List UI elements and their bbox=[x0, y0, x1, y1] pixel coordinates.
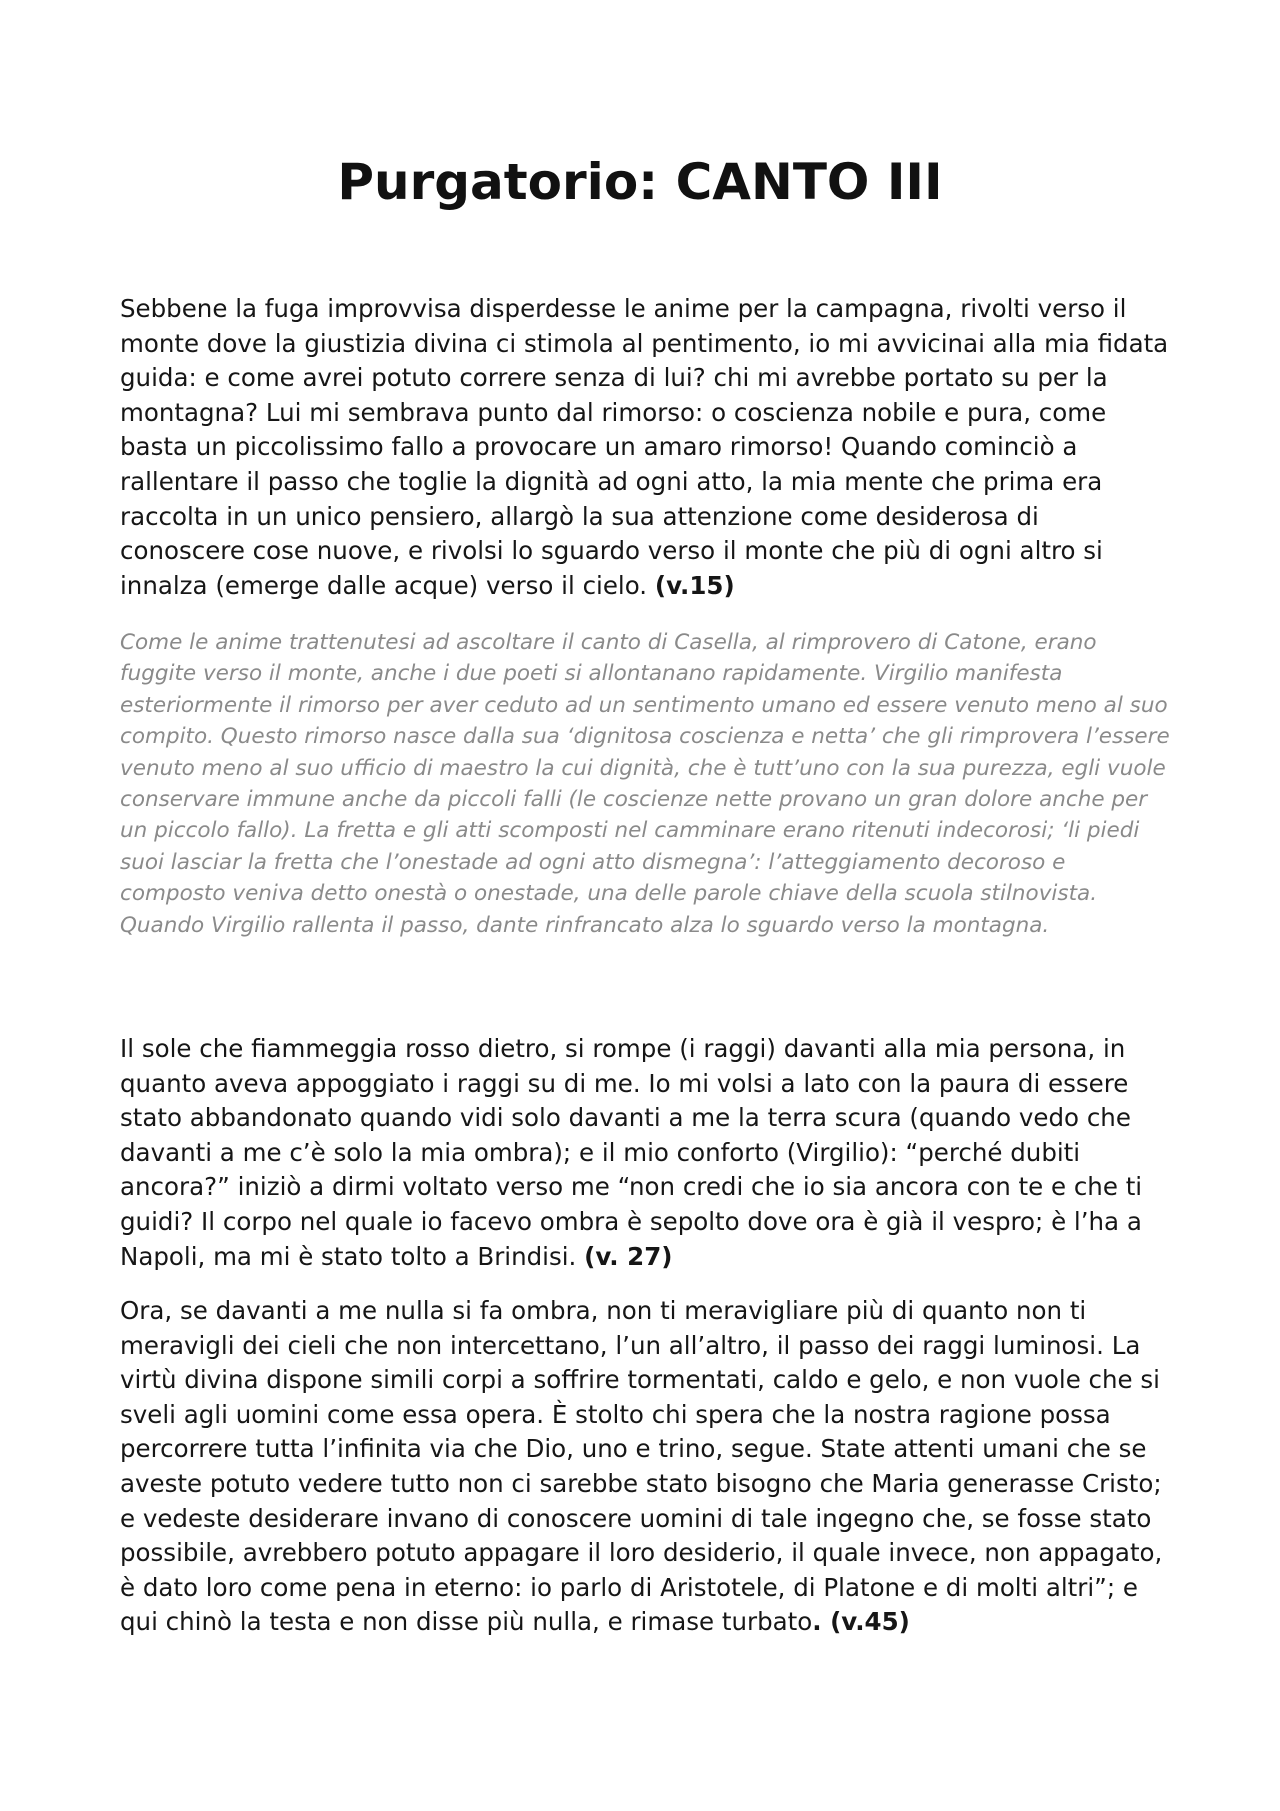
paragraph-2-text: Il sole che fiammeggia rosso dietro, si rompe (i raggi) davanti alla mia persona, in quanto aveva appoggiato i raggi su di me. Io mi volsi a lato con la paura di essere stato abbandonato quando vidi solo davanti a me la terra scura (quando vedo che davanti a me c’è solo la mia ombra); e il mio conforto (Virgilio): “perché dubiti ancora?” iniziò a dirmi voltato verso me “non credi che io sia ancora con te e che ti guidi? Il corpo nel quale io facevo ombra è sepolto dove ora è già il vespro; è l’ha a Napoli, ma mi è stato tolto a Brindisi. bbox=[120, 1034, 1143, 1271]
paragraph-1 bbox=[120, 292, 1170, 603]
page-title: Purgatorio: CANTO III bbox=[337, 153, 943, 211]
paragraph-3-text: Ora, se davanti a me nulla si fa ombra, non ti meravigliare più di quanto non ti meravigli dei cieli che non intercettano, l’un all’altro, il passo dei raggi luminosi. La virtù divina dispone simili corpi a soffrire tormentati, caldo e gelo, e non vuole che si sveli agli uomini come essa opera. È stolto chi spera che la nostra ragione possa percorrere tutta l’infinita via che Dio, uno e trino, segue. State attenti umani che se aveste potuto vedere tutto non ci sarebbe stato bisogno che Maria generasse Cristo; e vedeste desiderare invano di conoscere uomini di tale ingegno che, se fosse stato possibile, avrebbero potuto appagare il loro desiderio, il quale invece, non appagato, è dato loro come pena in eterno: io parlo di Aristotele, di Platone e di molti altri”; e qui chinò la testa e non disse più nulla, e rimase turbato bbox=[120, 1296, 1163, 1637]
verse-reference-15: (v.15) bbox=[654, 570, 735, 600]
commentary-note-text-2: Quando Virgilio rallenta il passo, dante rinfrancato alza lo sguardo verso la montagna. bbox=[120, 912, 1050, 938]
paragraph-2 bbox=[120, 1032, 1170, 1274]
paragraph-3 bbox=[120, 1294, 1170, 1640]
verse-reference-27: (v. 27) bbox=[584, 1241, 673, 1271]
commentary-note bbox=[120, 627, 1170, 941]
commentary-note-text: Come le anime trattenutesi ad ascoltare il canto di Casella, al rimprovero di Catone, erano fuggite verso il monte, anche i due poeti si allontanano rapidamente. Virgilio manifesta esteriormente il rimorso per aver ceduto ad un sentimento umano ed essere venuto meno al suo compito. Questo rimorso nasce dalla sua ‘dignitosa coscienza e netta’ che gli rimprovera l’essere venuto meno al suo ufficio di maestro la cui dignità, che è tutt’uno con la sua purezza, egli vuole conservare immune anche da piccoli falli (le coscienze nette provano un gran dolore anche per un piccolo fallo). La fretta e gli atti scomposti nel camminare erano ritenuti indecorosi; ‘li piedi suoi lasciar la fretta che l’onestade ad ogni atto dismegna’: l’atteggiamento decoroso e composto veniva detto onestà o onestade, una delle parole chiave della scuola stilnovista. bbox=[120, 630, 1170, 907]
paragraph-1-text: Sebbene la fuga improvvisa disperdesse le anime per la campagna, rivolti verso il monte dove la giustizia divina ci stimola al pentimento, io mi avvicinai alla mia fidata guida: e come avrei potuto correre senza di lui? chi mi avrebbe portato su per la montagna? Lui mi sembrava punto dal rimorso: o coscienza nobile e pura, come basta un piccolissimo fallo a provocare un amaro rimorso! Quando cominciò a rallentare il passo che toglie la dignità ad ogni atto, la mia mente che prima era raccolta in un unico pensiero, allargò la sua attenzione come desiderosa di conoscere cose nuove, e rivolsi lo sguardo verso il monte che più di ogni altro si innalza (emerge dalle acque) verso il cielo. bbox=[120, 294, 1169, 600]
verse-reference-45: . (v.45) bbox=[812, 1607, 910, 1637]
